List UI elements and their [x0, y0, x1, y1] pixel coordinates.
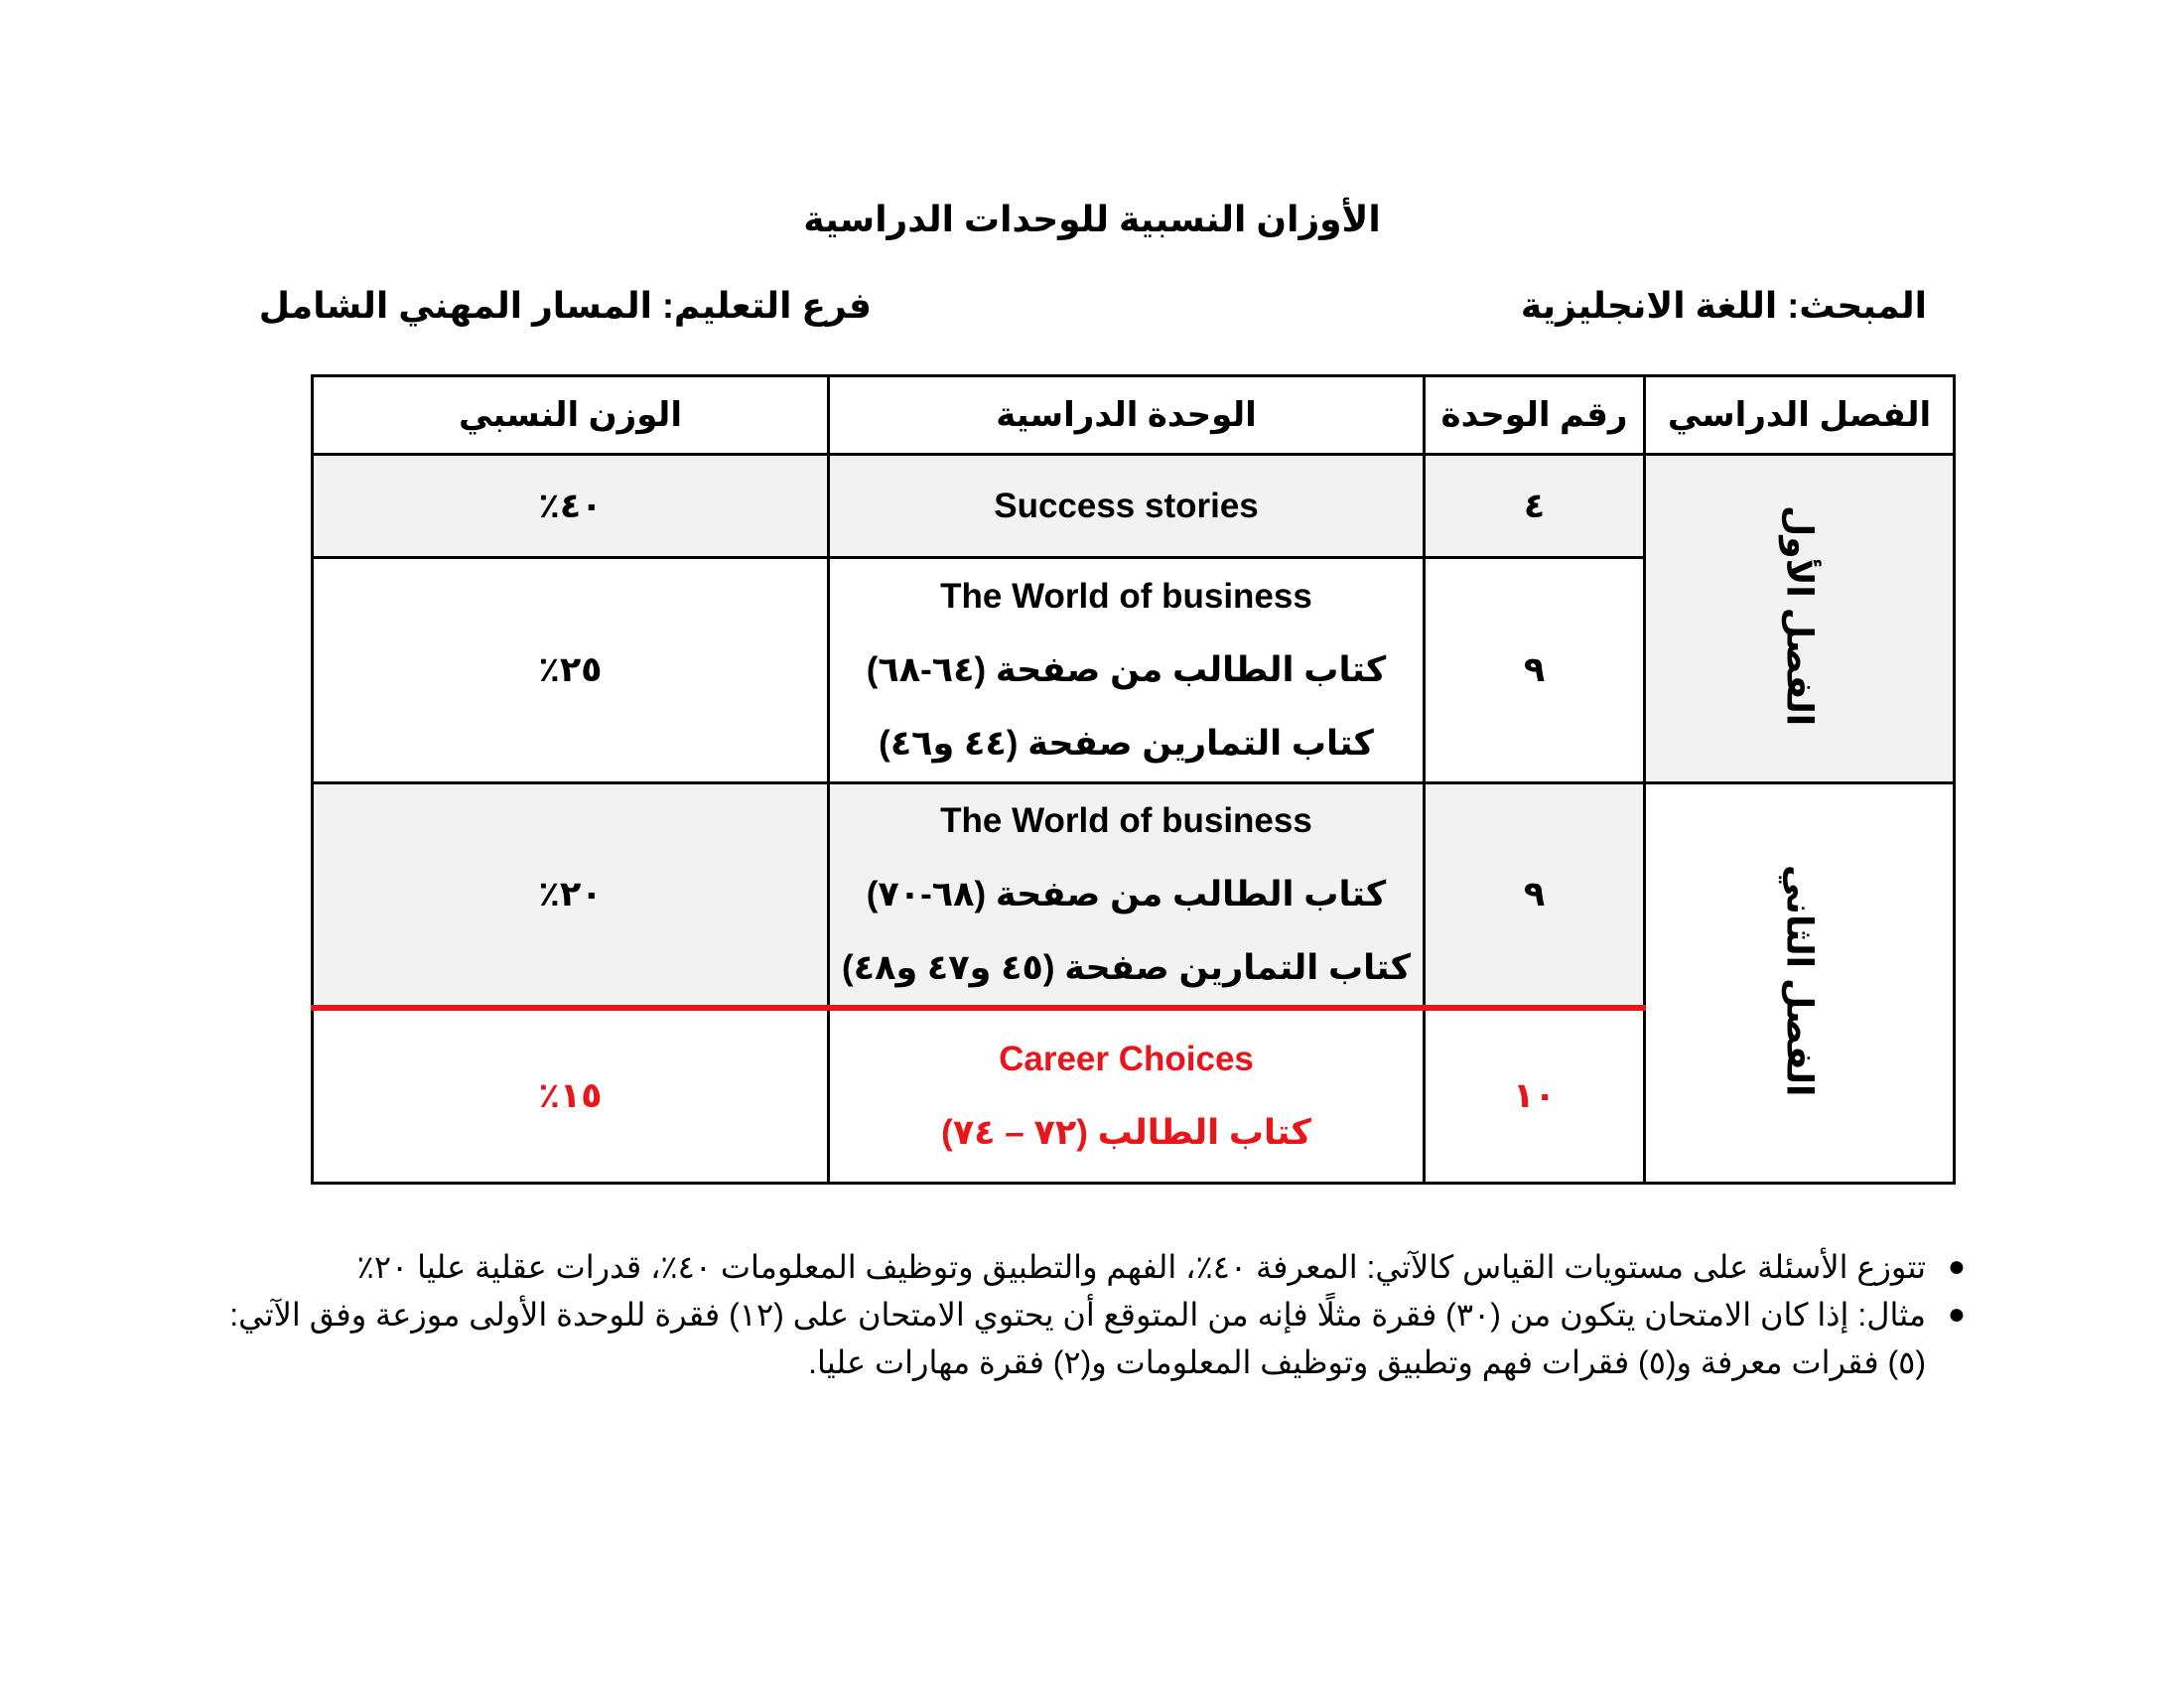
note-text: مثال: إذا كان الامتحان يتكون من (٣٠) فقرة مثلًا فإنه من المتوقع أن يحتوي الامتحان على (١٢) فقرة للوحدة الأولى موزعة وفق الآتي: (٥) فقرات معرفة و(٥) فقرات فهم وتطبيق وتوظيف المعلومات و(٢) فقرة مهارات عليا. [229, 1297, 1926, 1380]
column-header-term: الفصل الدراسي [1645, 376, 1955, 455]
term-label-first: الفصل الأول [1779, 505, 1821, 727]
unit-cell [829, 558, 1425, 783]
list-item [199, 1291, 1966, 1386]
list-item [199, 1243, 1966, 1291]
unit-title: Career Choices [999, 1039, 1254, 1078]
subject-label: المبحث: اللغة الانجليزية [1520, 285, 1927, 326]
unit-number-cell: ١٠ [1425, 1008, 1645, 1183]
unit-student-book-pages: كتاب الطالب من صفحة (٦٨-٧٠) [866, 875, 1387, 914]
unit-cell [829, 455, 1425, 558]
bullet-icon: ● [1947, 1250, 1966, 1283]
unit-number-cell: ٩ [1425, 558, 1645, 783]
unit-workbook-pages: كتاب التمارين صفحة (٤٤ و٤٦) [879, 724, 1374, 763]
term-cell-second [1645, 783, 1955, 1184]
unit-title: The World of business [940, 801, 1312, 840]
term-label-second: الفصل الثاني [1779, 864, 1821, 1096]
table-header-row [313, 376, 1955, 455]
unit-cell [829, 783, 1425, 1009]
weight-cell: ١٥٪ [313, 1008, 829, 1183]
table-row [313, 783, 1955, 1009]
unit-cell [829, 1008, 1425, 1183]
unit-number-cell: ٤ [1425, 455, 1645, 558]
column-header-unit: الوحدة الدراسية [829, 376, 1425, 455]
weight-cell: ٢٠٪ [313, 783, 829, 1009]
branch-label: فرع التعليم: المسار المهني الشامل [258, 285, 872, 326]
unit-student-book-pages: كتاب الطالب (٧٢ – ٧٤) [941, 1112, 1311, 1152]
column-header-unit-number: رقم الوحدة [1425, 376, 1645, 455]
weight-cell: ٤٠٪ [313, 455, 829, 558]
notes-list [199, 1243, 1966, 1386]
unit-workbook-pages: كتاب التمارين صفحة (٤٥ و٤٧ و٤٨) [842, 948, 1411, 987]
weights-table [311, 374, 1956, 1185]
note-text: تتوزع الأسئلة على مستويات القياس كالآتي: المعرفة ٤٠٪، الفهم والتطبيق وتوظيف المعلومات ٤٠٪، قدرات عقلية عليا ٢٠٪ [356, 1249, 1926, 1285]
unit-student-book-pages: كتاب الطالب من صفحة (٦٤-٦٨) [866, 650, 1387, 689]
unit-title: Success stories [994, 486, 1259, 525]
weight-cell: ٢٥٪ [313, 558, 829, 783]
unit-title: The World of business [940, 577, 1312, 616]
term-cell-first [1645, 455, 1955, 783]
table-row [313, 455, 1955, 558]
unit-number-cell: ٩ [1425, 783, 1645, 1009]
bullet-icon: ● [1947, 1298, 1966, 1331]
page-title: الأوزان النسبية للوحدات الدراسية [803, 199, 1381, 239]
column-header-weight: الوزن النسبي [313, 376, 829, 455]
